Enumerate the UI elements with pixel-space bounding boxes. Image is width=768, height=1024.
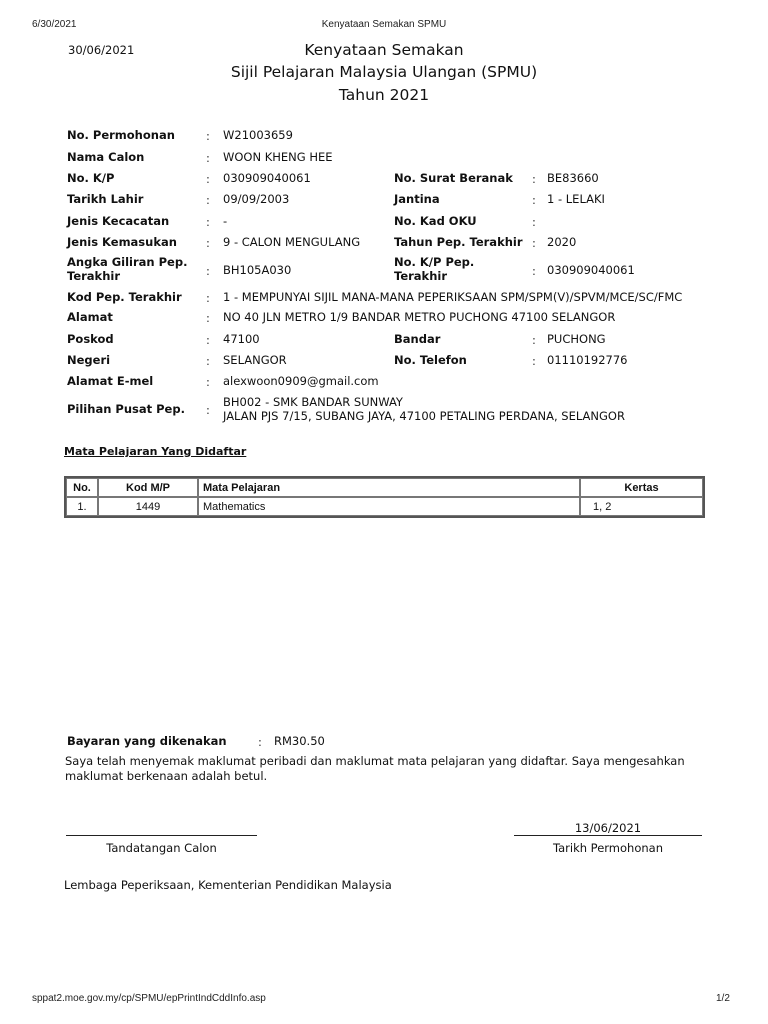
label-no-kp: No. K/P	[67, 171, 115, 185]
label-tarikh-lahir: Tarikh Lahir	[67, 192, 144, 206]
value-kod-pep-terakhir: 1 - MEMPUNYAI SIJIL MANA-MANA PEPERIKSAAN SPM/SPM(V)/SPVM/MCE/SC/FMC	[223, 290, 683, 304]
label-nama-calon: Nama Calon	[67, 150, 145, 164]
colon: :	[532, 264, 536, 278]
label-bayaran: Bayaran yang dikenakan	[67, 734, 227, 748]
value-angka-giliran: BH105A030	[223, 263, 292, 277]
colon: :	[206, 129, 210, 143]
value-poskod: 47100	[223, 332, 260, 346]
title-line-2: Sijil Pelajaran Malaysia Ulangan (SPMU)	[230, 63, 538, 81]
colon: :	[206, 333, 210, 347]
colon: :	[532, 333, 536, 347]
column-header-kertas: Kertas	[580, 478, 703, 497]
colon: :	[206, 264, 210, 278]
label-no-permohonan: No. Permohonan	[67, 128, 175, 142]
value-no-surat-beranak: BE83660	[547, 171, 599, 185]
value-no-kp-pep-terakhir: 030909040061	[547, 263, 635, 277]
label-negeri: Negeri	[67, 353, 111, 367]
application-date-label: Tarikh Permohonan	[552, 841, 663, 855]
value-pusat-pep-line1: BH002 - SMK BANDAR SUNWAY	[223, 395, 403, 409]
cell-kod-mp: 1449	[98, 497, 198, 516]
column-header-no: No.	[66, 478, 98, 497]
value-no-permohonan: W21003659	[223, 128, 293, 142]
title-line-1: Kenyataan Semakan	[304, 41, 464, 59]
value-bayaran: RM30.50	[274, 734, 325, 748]
subjects-table	[64, 476, 705, 518]
colon: :	[258, 735, 262, 749]
cell-mata-pelajaran: Mathematics	[198, 497, 580, 516]
title-line-3: Tahun 2021	[338, 86, 430, 104]
organization-name: Lembaga Peperiksaan, Kementerian Pendidikan Malaysia	[64, 878, 392, 892]
print-footer-url: sppat2.moe.gov.my/cp/SPMU/epPrintIndCddInfo.asp	[32, 993, 266, 1004]
table-header-row	[66, 478, 703, 497]
label-pusat-pep: Pilihan Pusat Pep.	[67, 402, 185, 416]
print-page-number: 1/2	[716, 993, 730, 1004]
colon: :	[532, 354, 536, 368]
subjects-heading: Mata Pelajaran Yang Didaftar	[64, 445, 247, 458]
label-bandar: Bandar	[394, 332, 441, 346]
declaration-line-2: maklumat berkenaan adalah betul.	[65, 769, 268, 783]
cell-no: 1.	[66, 497, 98, 516]
label-jenis-kecacatan: Jenis Kecacatan	[67, 214, 170, 228]
colon: :	[206, 403, 210, 417]
colon: :	[206, 172, 210, 186]
label-jenis-kemasukan: Jenis Kemasukan	[67, 235, 177, 249]
colon: :	[206, 215, 210, 229]
label-poskod: Poskod	[67, 332, 114, 346]
label-no-surat-beranak: No. Surat Beranak	[394, 171, 513, 185]
colon: :	[532, 172, 536, 186]
label-no-telefon: No. Telefon	[394, 353, 467, 367]
label-angka-giliran: Angka Giliran Pep. Terakhir	[67, 255, 188, 283]
table-row	[66, 497, 703, 516]
value-negeri: SELANGOR	[223, 353, 287, 367]
colon: :	[206, 291, 210, 305]
label-alamat-emel: Alamat E-mel	[67, 374, 154, 388]
signature-line	[66, 835, 257, 836]
value-no-kp: 030909040061	[223, 171, 311, 185]
colon: :	[206, 375, 210, 389]
label-jantina: Jantina	[394, 192, 440, 206]
value-no-telefon: 01110192776	[547, 353, 628, 367]
colon: :	[532, 215, 536, 229]
colon: :	[206, 193, 210, 207]
cell-kertas: 1, 2	[580, 497, 703, 516]
value-bandar: PUCHONG	[547, 332, 606, 346]
date-line	[514, 835, 702, 836]
label-alamat: Alamat	[67, 310, 113, 324]
colon: :	[206, 151, 210, 165]
signature-label: Tandatangan Calon	[106, 841, 217, 855]
label-kod-pep-terakhir: Kod Pep. Terakhir	[67, 290, 182, 304]
value-nama-calon: WOON KHENG HEE	[223, 150, 333, 164]
colon: :	[206, 236, 210, 250]
value-pusat-pep-line2: JALAN PJS 7/15, SUBANG JAYA, 47100 PETALING PERDANA, SELANGOR	[223, 409, 625, 423]
value-jenis-kecacatan: -	[223, 214, 228, 228]
colon: :	[532, 193, 536, 207]
document-date: 30/06/2021	[68, 43, 135, 57]
label-no-kad-oku: No. Kad OKU	[394, 214, 477, 228]
label-no-kp-pep-terakhir: No. K/P Pep. Terakhir	[394, 255, 475, 283]
column-header-kod-mp: Kod M/P	[98, 478, 198, 497]
value-tahun-pep-terakhir: 2020	[547, 235, 577, 249]
colon: :	[532, 236, 536, 250]
print-date: 6/30/2021	[32, 19, 77, 30]
application-date: 13/06/2021	[574, 821, 642, 835]
value-alamat-emel: alexwoon0909@gmail.com	[223, 374, 379, 388]
value-jenis-kemasukan: 9 - CALON MENGULANG	[223, 235, 361, 249]
colon: :	[206, 311, 210, 325]
value-tarikh-lahir: 09/09/2003	[223, 192, 290, 206]
declaration-line-1: Saya telah menyemak maklumat peribadi dan maklumat mata pelajaran yang didaftar. Saya mengesahkan	[65, 754, 685, 768]
value-alamat: NO 40 JLN METRO 1/9 BANDAR METRO PUCHONG 47100 SELANGOR	[223, 310, 616, 324]
column-header-mata-pelajaran: Mata Pelajaran	[198, 478, 580, 497]
colon: :	[206, 354, 210, 368]
label-tahun-pep-terakhir: Tahun Pep. Terakhir	[394, 235, 523, 249]
value-jantina: 1 - LELAKI	[547, 192, 605, 206]
print-title: Kenyataan Semakan SPMU	[321, 19, 447, 30]
